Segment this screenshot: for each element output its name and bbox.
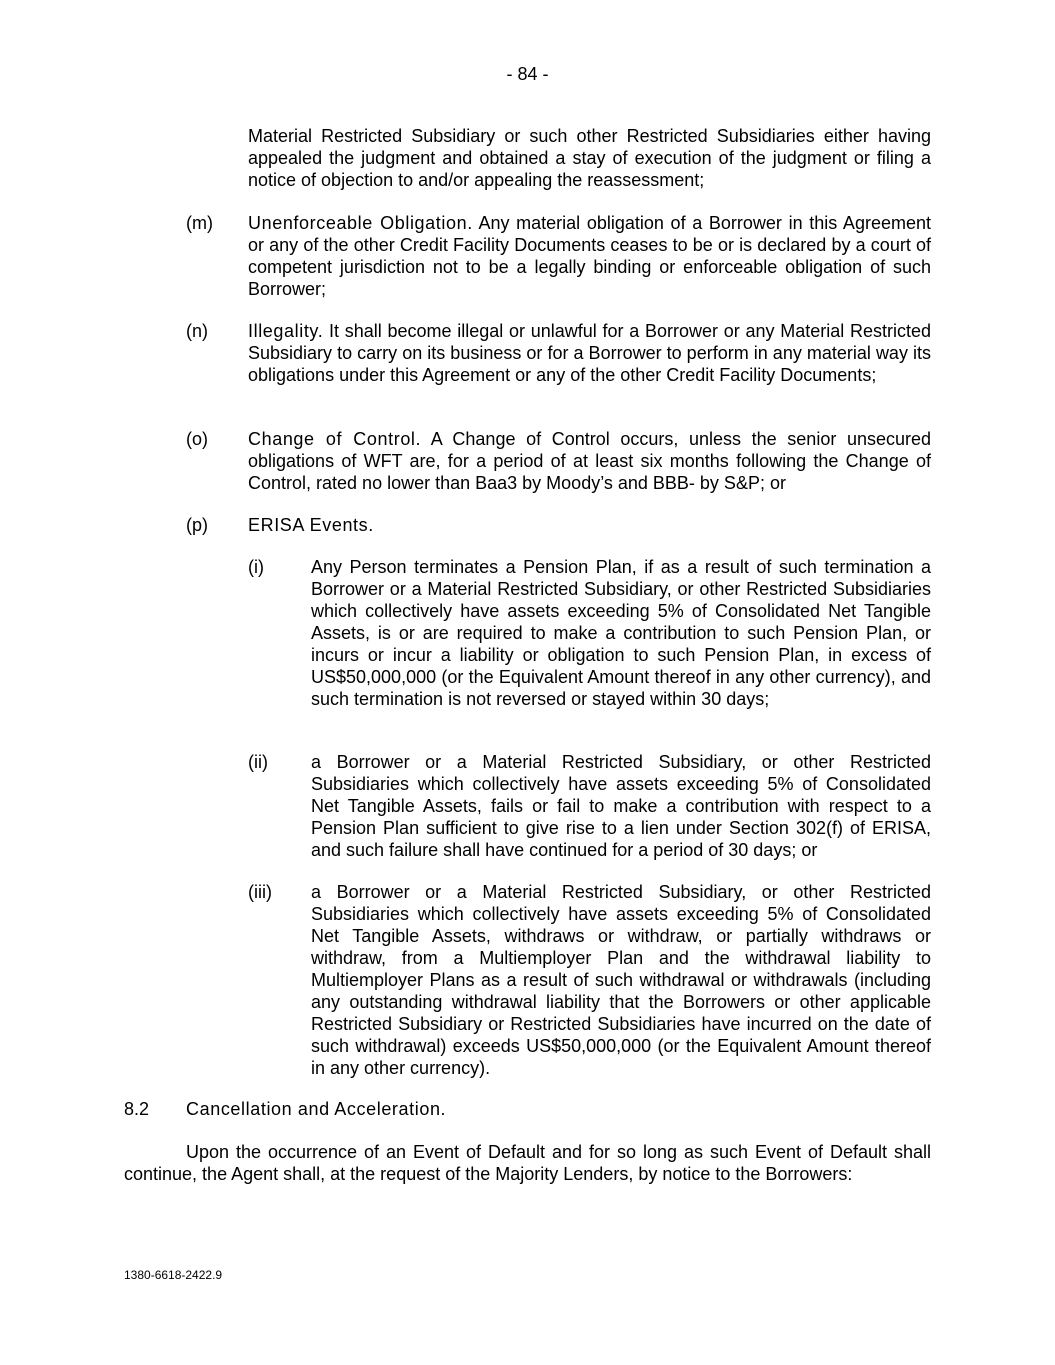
- subclause-iii: a Borrower or a Material Restricted Subsidiary, or other Restricted Subsidiaries which collectively have assets exceeding 5% of Consolidated Net Tangible Assets, withdraws or withdraw, or partially withdraws or withdraw, from a Multiemployer Plan and the withdrawal liability to Multiemployer Plans as a result of such withdrawal or withdrawals (including any outstanding withdrawal liability that the Borrowers or other applicable Restricted Subsidiary or Restricted Subsidiaries have incurred on the date of such withdrawal) exceeds US$50,000,000 (or the Equivalent Amount thereof in any other currency).: [311, 882, 931, 1078]
- clause-text: It shall become illegal or unlawful for a Borrower or any Material Restricted Subsidiary to carry on its business or for a Borrower to perform in any material way its obligations under this Agreement or any of the other Credit Facility Documents;: [248, 321, 931, 385]
- section-body: Upon the occurrence of an Event of Default and for so long as such Event of Default shall continue, the Agent shall, at the request of the Majority Lenders, by notice to the Borrowers:: [124, 1142, 931, 1184]
- continuation-paragraph: Material Restricted Subsidiary or such other Restricted Subsidiaries either having appealed the judgment and obtained a stay of execution of the judgment or filing a notice of objection to and/or appealing the reassessment;: [248, 126, 931, 190]
- clause-m: [248, 212, 931, 300]
- subclause-i: Any Person terminates a Pension Plan, if as a result of such termination a Borrower or a Material Restricted Subsidiary, or other Restricted Subsidiaries which collectively have assets exceeding 5% of Consolidated Net Tangible Assets, is or are required to make a contribution to such Pension Plan, or incurs or incur a liability or obligation to such Pension Plan, in excess of US$50,000,000 (or the Equivalent Amount thereof in any other currency), and such termination is not reversed or stayed within 30 days;: [311, 557, 931, 709]
- clause-n: [248, 320, 931, 386]
- document-id: 1380-6618-2422.9: [124, 1268, 223, 1282]
- subclause-label: (iii): [248, 882, 272, 902]
- clause-p: [248, 514, 931, 536]
- clause-label: (p): [186, 515, 208, 535]
- page-number: - 84 -: [506, 64, 549, 84]
- clause-text: A Change of Control occurs, unless the senior unsecured obligations of WFT are, for a period of at least six months following the Change of Control, rated no lower than Baa3 by Moody’s and BBB- by S&P; or: [248, 429, 932, 493]
- clause-label: (o): [186, 429, 208, 449]
- clause-heading: Illegality.: [248, 321, 324, 341]
- clause-label: (m): [186, 213, 213, 233]
- clause-text: Any material obligation of a Borrower in this Agreement or any of the other Credit Facility Documents ceases to be or is declared by a court of competent jurisdiction not to be a legally binding or enforceable obligation of such Borrower;: [248, 213, 931, 299]
- section-heading: Cancellation and Acceleration.: [186, 1099, 447, 1119]
- clause-label: (n): [186, 321, 208, 341]
- section-number: 8.2: [124, 1099, 150, 1119]
- subclause-label: (i): [248, 557, 264, 577]
- subclause-label: (ii): [248, 752, 268, 772]
- clause-o: [248, 428, 931, 494]
- clause-heading: Unenforceable Obligation.: [248, 213, 473, 233]
- clause-heading: Change of Control.: [248, 429, 422, 449]
- subclause-ii: a Borrower or a Material Restricted Subsidiary, or other Restricted Subsidiaries which collectively have assets exceeding 5% of Consolidated Net Tangible Assets, fails or fail to make a contribution with respect to a Pension Plan sufficient to give rise to a lien under Section 302(f) of ERISA, and such failure shall have continued for a period of 30 days; or: [311, 752, 931, 860]
- clause-heading: ERISA Events.: [248, 515, 374, 535]
